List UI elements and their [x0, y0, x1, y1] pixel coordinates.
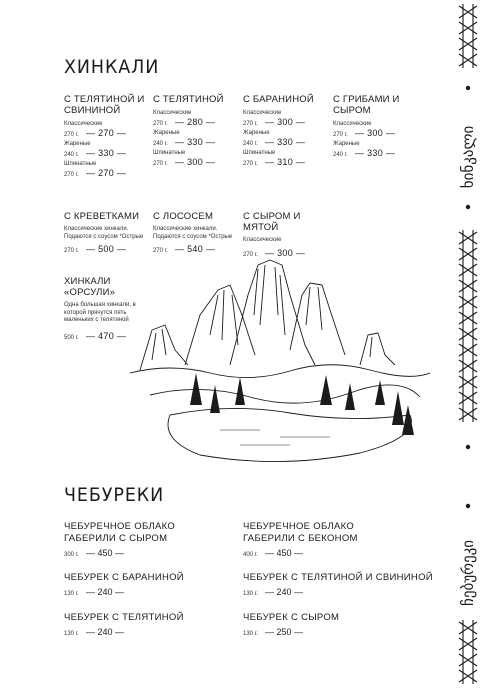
ornament-dot — [466, 86, 470, 90]
mountain-illustration — [130, 255, 430, 480]
weight: 130 г. — [64, 591, 79, 597]
price-line — [243, 587, 443, 597]
item-name: С КРЕВЕТКАМИ — [64, 211, 140, 222]
price-line — [64, 587, 264, 597]
ornament-knot — [459, 52, 477, 68]
weight: 240 г. — [64, 152, 79, 158]
menu-item — [243, 211, 331, 260]
item-name: ЧЕБУРЕК С ТЕЛЯТИНОЙ И СВИНИНОЙ — [243, 572, 433, 583]
variant-label: Жареные — [64, 141, 91, 147]
price-line — [243, 137, 331, 149]
price: — 540 — — [175, 244, 216, 254]
section-title-chebureki: ЧЕБУРЕКИ — [64, 484, 165, 506]
item-name: С СЫРОМ И МЯТОЙ — [243, 211, 301, 233]
price-line — [333, 128, 421, 140]
variant-label: Классические — [243, 110, 282, 116]
weight: 270 г. — [64, 172, 79, 178]
ornament-knot — [459, 246, 477, 262]
menu-item — [243, 572, 443, 597]
ornament-knot — [459, 406, 477, 422]
menu-item — [64, 612, 264, 637]
item-description: Классические — [243, 237, 282, 243]
price-line — [243, 627, 443, 637]
menu-item — [243, 612, 443, 637]
price: — 330 — — [175, 137, 216, 147]
ornament-knot — [459, 652, 477, 668]
ornament-knot — [459, 294, 477, 310]
item-description: Классические хинкали. Подаются с соусом *Острые — [153, 226, 233, 240]
price: — 330 — — [265, 137, 306, 147]
item-name: ЧЕБУРЕЧНОЕ ОБЛАКО ГАБЕРИЛИ С БЕКОНОМ — [243, 521, 358, 544]
item-name: С ТЕЛЯТИНОЙ И СВИНИНОЙ — [64, 94, 145, 116]
price: — 300 — — [265, 117, 306, 127]
menu-item — [153, 211, 241, 256]
price-line — [243, 548, 443, 558]
ornament-knot — [459, 278, 477, 294]
ornament-knot — [459, 636, 477, 652]
price: — 280 — — [175, 117, 216, 127]
ornament-knot — [459, 374, 477, 390]
item-name: С ЛОСОСЕМ — [153, 211, 214, 222]
ornament-knot — [459, 310, 477, 326]
price: — 240 — — [86, 627, 125, 637]
item-description: Одна большая хинкали, в которой прячутся пять маленьких с телятиной — [64, 302, 136, 323]
weight: 270 г. — [153, 248, 168, 254]
price: — 470 — — [86, 330, 127, 341]
price: — 500 — — [86, 244, 127, 254]
ornament-knot — [459, 668, 477, 684]
ornament-knot — [459, 262, 477, 278]
weight: 500 г. — [64, 334, 79, 341]
price: — 310 — — [265, 157, 306, 167]
item-name: С ГРИБАМИ И СЫРОМ — [333, 94, 400, 116]
weight: 270 г. — [243, 121, 258, 127]
price-line — [153, 137, 241, 149]
ornament-knot — [459, 358, 477, 374]
menu-item — [243, 521, 443, 558]
item-name: С ТЕЛЯТИНОЙ — [153, 94, 224, 105]
section-title-khinkali: ХИНКАЛИ — [64, 56, 160, 78]
weight: 270 г. — [153, 121, 168, 127]
price-line — [153, 117, 241, 129]
price: — 300 — — [265, 247, 306, 258]
ornament-knot — [459, 342, 477, 358]
weight: 300 г. — [64, 552, 79, 558]
variant-label: Жареные — [153, 130, 180, 136]
weight: 270 г. — [64, 248, 79, 254]
weight: 130 г. — [243, 591, 258, 597]
variant-label: Шпинатные — [243, 150, 276, 156]
menu-item — [64, 94, 152, 180]
price-line — [153, 157, 241, 169]
menu-item — [64, 211, 152, 256]
item-name: ЧЕБУРЕК С БАРАНИНОЙ — [64, 572, 184, 583]
price: — 240 — — [86, 587, 125, 597]
weight: 270 г. — [64, 132, 79, 138]
weight: 270 г. — [153, 161, 168, 167]
menu-item — [153, 94, 241, 169]
ornament-knot — [459, 326, 477, 342]
variant-label: Классические — [333, 121, 372, 127]
weight: 130 г. — [243, 631, 258, 637]
sidebar-word-top: ხინკალი — [459, 125, 477, 189]
price: — 270 — — [86, 168, 127, 178]
ornament-dot — [466, 205, 470, 209]
price: — 300 — — [355, 128, 396, 138]
weight: 240 г. — [153, 141, 168, 147]
weight: 240 г. — [333, 152, 348, 158]
ornament-knot — [459, 230, 477, 246]
price-line — [64, 627, 264, 637]
menu-item — [64, 572, 264, 597]
price-line — [64, 128, 152, 140]
ornament-knot — [459, 390, 477, 406]
item-name: ЧЕБУРЕЧНОЕ ОБЛАКО ГАБЕРИЛИ С СЫРОМ — [64, 521, 176, 544]
weight: 270 г. — [333, 132, 348, 138]
price: — 300 — — [175, 157, 216, 167]
price-line — [64, 168, 152, 180]
variant-label: Жареные — [333, 141, 360, 147]
ornament-knot — [459, 620, 477, 636]
price: — 450 — — [265, 548, 304, 558]
price-line — [64, 148, 152, 160]
price: — 250 — — [265, 627, 304, 637]
price-line — [243, 117, 331, 129]
price: — 330 — — [355, 148, 396, 158]
item-name: ЧЕБУРЕК С СЫРОМ — [243, 612, 340, 623]
weight: 270 г. — [243, 251, 258, 258]
ornament-knot — [459, 36, 477, 52]
price: — 270 — — [86, 128, 127, 138]
sidebar-word-bottom: ჩებურეკი — [459, 539, 477, 607]
menu-item — [243, 94, 331, 169]
price: — 450 — — [86, 548, 125, 558]
weight: 240 г. — [243, 141, 258, 147]
variant-label: Шпинатные — [153, 150, 186, 156]
weight: 270 г. — [243, 161, 258, 167]
ornament-dot — [466, 445, 470, 449]
item-name: С БАРАНИНОЙ — [243, 94, 314, 105]
price-line — [64, 548, 264, 558]
weight: 400 г. — [243, 552, 258, 558]
item-description: Классические хинкали. Подаются с соусом *Острые — [64, 226, 144, 240]
ornament-dot — [466, 504, 470, 508]
price: — 240 — — [265, 587, 304, 597]
ornament-knot — [459, 4, 477, 20]
weight: 130 г. — [64, 631, 79, 637]
decorative-sidebar — [446, 0, 490, 692]
ornament-knot — [459, 20, 477, 36]
variant-label: Шпинатные — [64, 161, 97, 167]
variant-label: Классические — [64, 121, 103, 127]
price: — 330 — — [86, 148, 127, 158]
price-line — [243, 157, 331, 169]
item-name: ЧЕБУРЕК С ТЕЛЯТИНОЙ — [64, 612, 184, 623]
variant-label: Жареные — [243, 130, 270, 136]
price-line — [333, 148, 421, 160]
menu-item — [333, 94, 421, 160]
item-name: ХИНКАЛИ «ОРСУЛИ» — [64, 276, 116, 298]
variant-label: Классические — [153, 110, 192, 116]
menu-item — [64, 521, 264, 558]
